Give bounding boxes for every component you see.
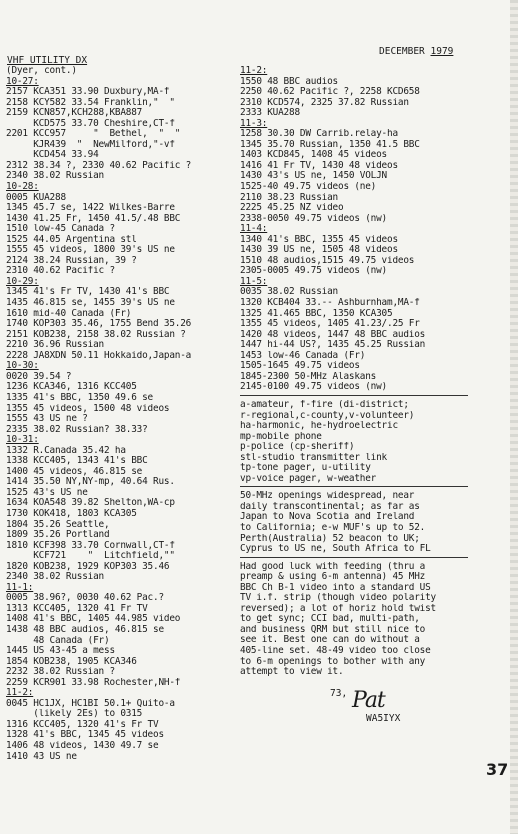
log-line: 0045 HC1JX, HC1BI 50.1+ Quito-a <box>6 698 175 709</box>
log-line: to California; e-w MUF's up to 52. <box>240 522 426 533</box>
divider-rule <box>240 557 468 558</box>
log-entries-right <box>240 66 516 393</box>
log-line: Perth(Australia) 52 beacon to UK; <box>240 533 420 544</box>
log-line: Japan to Nova Scotia and Ireland <box>240 512 415 523</box>
date-heading: 11-5: <box>240 276 268 287</box>
log-line: vp-voice pager, w-weather <box>240 473 377 484</box>
log-line: (Dyer, cont.) <box>6 66 77 76</box>
log-line: 1420 48 videos, 1447 48 BBC audios <box>240 329 426 340</box>
date-heading: 10-31: <box>6 435 39 446</box>
date-heading: 11-4: <box>240 224 268 235</box>
log-line: 48 Canada (Fr) <box>6 635 110 646</box>
log-line: 1355 45 videos, 1405 41.23/.25 Fr <box>240 319 420 330</box>
log-line: 2340 38.02 Russian <box>6 572 104 583</box>
log-line: 1403 KCD845, 1408 45 videos <box>240 150 387 161</box>
log-line: KCD575 33.70 Cheshire,CT-f <box>6 118 175 129</box>
log-line: (likely 2Es) to 0315 <box>6 709 143 720</box>
log-line: 2228 JA8XDN 50.11 Hokkaido,Japan-a <box>6 350 192 361</box>
log-line: 2145-0100 49.75 videos (nw) <box>240 382 387 393</box>
log-line: 1416 41 Fr TV, 1430 48 videos <box>240 160 398 171</box>
log-line: 1345 41's Fr TV, 1430 41's BBC <box>6 287 170 298</box>
log-line: 1550 48 BBC audios <box>240 76 338 87</box>
log-line: 1820 KOB238, 1929 KOP303 35.46 <box>6 561 170 572</box>
log-column-left <box>6 66 230 762</box>
log-line: 1740 KOP303 35.46, 1755 Bend 35.26 <box>6 319 192 330</box>
abbreviation-legend <box>240 400 516 484</box>
date-year: 1979 <box>430 46 454 57</box>
log-column-right <box>240 66 516 678</box>
log-line: 0005 KUA288 <box>6 192 66 203</box>
log-line: 1435 46.815 se, 1455 39's US ne <box>6 298 175 309</box>
log-line: 1313 KCC405, 1320 41 Fr TV <box>6 603 148 614</box>
log-line: 2310 40.62 Pacific ? <box>6 266 115 277</box>
log-line: 2232 38.02 Russian ? <box>6 667 115 678</box>
log-line: 1610 mid-40 Canada (Fr) <box>6 308 132 319</box>
log-line: 2210 36.96 Russian <box>6 340 104 351</box>
log-line: 1445 US 43-45 a mess <box>6 646 115 657</box>
log-line: 1810 KCF398 33.70 Cornwall,CT-f <box>6 540 175 551</box>
log-line: 1525 43's US ne <box>6 487 88 498</box>
log-line: p-police (cp-sheriff) <box>240 442 355 453</box>
log-line: 2259 KCR901 33.98 Rochester,NH-f <box>6 677 181 688</box>
log-line: 1854 KOB238, 1905 KCA346 <box>6 656 137 667</box>
log-line: 2225 45.25 NZ video <box>240 203 344 214</box>
date-heading: 11-2: <box>240 66 268 76</box>
callsign: WA5IYX <box>366 713 401 724</box>
log-line: 1340 41's BBC, 1355 45 videos <box>240 234 398 245</box>
log-line: 1809 35.26 Portland <box>6 530 110 541</box>
log-line: 1804 35.26 Seattle, <box>6 519 110 530</box>
log-line: 2310 KCD574, 2325 37.82 Russian <box>240 97 409 108</box>
divider-rule <box>240 486 468 487</box>
date-heading: 10-27: <box>6 76 39 87</box>
page-date <box>379 46 453 57</box>
log-line: 2338-0050 49.75 videos (nw) <box>240 213 387 224</box>
log-line: BBC Ch B-1 video into a standard US <box>240 582 431 593</box>
log-line: 1325 41.465 BBC, 1350 KCA305 <box>240 308 393 319</box>
log-line: 1335 41's BBC, 1350 49.6 se <box>6 392 153 403</box>
log-line: daily transcontinental; as far as <box>240 501 420 512</box>
log-line: 0020 39.54 ? <box>6 371 72 382</box>
log-line: 1430 41.25 Fr, 1450 41.5/.48 BBC <box>6 213 181 224</box>
log-line: 1410 43 US ne <box>6 751 77 762</box>
date-month: DECEMBER <box>379 46 425 57</box>
date-heading: 11-2: <box>6 688 34 699</box>
log-line: 1453 low-46 Canada (Fr) <box>240 350 366 361</box>
log-line: 1555 45 videos, 1800 39's US ne <box>6 245 175 256</box>
note-openings <box>240 491 516 554</box>
log-line: 1447 hi-44 US?, 1435 45.25 Russian <box>240 340 426 351</box>
log-line: 1634 KOA548 39.82 Shelton,WA-cp <box>6 498 175 509</box>
log-line: to get sync; CCI bad, multi-path, <box>240 614 420 625</box>
page-title: VHF UTILITY DX <box>7 55 88 66</box>
log-line: 1406 48 videos, 1430 49.7 se <box>6 741 159 751</box>
log-line: reversed); a lot of horiz hold twist <box>240 603 436 614</box>
log-line: 2312 38.34 ?, 2330 40.62 Pacific ? <box>6 160 192 171</box>
log-line: 2110 38.23 Russian <box>240 192 338 203</box>
log-line: 1525 44.05 Argentina stl <box>6 234 137 245</box>
log-line: 1408 41's BBC, 1405 44.985 video <box>6 614 181 625</box>
log-line: 2335 38.02 Russian? 38.33? <box>6 424 148 435</box>
log-line: 1345 35.70 Russian, 1350 41.5 BBC <box>240 139 420 150</box>
date-heading: 11-3: <box>240 118 268 129</box>
log-line: to 6-m openings to bother with any <box>240 656 426 667</box>
log-line: ha-harmonic, he-hydroelectric <box>240 421 398 432</box>
log-line: tp-tone pager, u-utility <box>240 463 371 474</box>
log-line: 1320 KCB404 33.-- Ashburnham,MA-f <box>240 298 420 309</box>
log-line: 2340 38.02 Russian <box>6 171 104 182</box>
log-line: 2151 KOB238, 2158 38.02 Russian ? <box>6 329 186 340</box>
note-feeding <box>240 562 516 678</box>
log-line: Cyprus to US ne, South Africa to FL <box>240 544 431 555</box>
log-line: 1338 KCC405, 1343 41's BBC <box>6 456 148 467</box>
log-line: 1332 R.Canada 35.42 ha <box>6 445 126 456</box>
log-line: 2124 38.24 Russian, 39 ? <box>6 255 137 266</box>
scan-edge <box>510 0 518 834</box>
log-line: 1345 45.7 se, 1422 Wilkes-Barre <box>6 203 175 214</box>
log-line: 2159 KCN857,KCH288,KBA887 <box>6 108 143 119</box>
log-line: 2157 KCA351 33.90 Duxbury,MA-f <box>6 87 170 98</box>
log-line: 1414 35.50 NY,NY-mp, 40.64 Rus. <box>6 477 175 488</box>
log-line: 1328 41's BBC, 1345 45 videos <box>6 730 164 741</box>
log-line: mp-mobile phone <box>240 431 322 442</box>
log-line: 1400 45 videos, 46.815 se <box>6 466 143 477</box>
log-line: 2250 40.62 Pacific ?, 2258 KCD658 <box>240 87 420 98</box>
log-line: 2333 KUA288 <box>240 108 300 119</box>
date-heading: 10-28: <box>6 182 39 193</box>
log-line: 1845-2300 50-MHz Alaskans <box>240 371 377 382</box>
log-line: 2158 KCY582 33.54 Franklin," " <box>6 97 175 108</box>
log-line: 1430 39 US ne, 1505 48 videos <box>240 245 398 256</box>
page-number: 37 <box>486 760 509 779</box>
log-line: 405-line set. 48-49 video too close <box>240 645 431 656</box>
log-line: 1525-40 49.75 videos (ne) <box>240 182 377 193</box>
closing-text: 73, <box>330 688 348 699</box>
date-heading: 10-30: <box>6 361 39 372</box>
log-line: 0035 38.02 Russian <box>240 287 338 298</box>
log-line: 1258 30.30 DW Carrib.relay-ha <box>240 129 398 140</box>
log-line: and business QRM but still nice to <box>240 624 426 635</box>
log-line: 1510 48 audios,1515 49.75 videos <box>240 255 415 266</box>
date-heading: 11-1: <box>6 582 34 593</box>
log-line: 1510 low-45 Canada ? <box>6 224 115 235</box>
log-line: attempt to view it. <box>240 667 344 678</box>
log-line: TV i.f. strip (though video polarity <box>240 593 436 604</box>
log-line: 50-MHz openings widespread, near <box>240 491 415 502</box>
log-line: 2305-0005 49.75 videos (nw) <box>240 266 387 277</box>
log-line: 1316 KCC405, 1320 41's Fr TV <box>6 719 159 730</box>
log-line: Had good luck with feeding (thru a <box>240 561 426 572</box>
log-line: 1438 48 BBC audios, 46.815 se <box>6 624 164 635</box>
log-line: 1555 43 US ne ? <box>6 414 88 425</box>
log-line: 2201 KCC957 " Bethel, " " <box>6 129 181 140</box>
signature: Pat <box>352 688 385 713</box>
log-line: see it. Best one can do without a <box>240 635 420 646</box>
log-line: 1355 45 videos, 1500 48 videos <box>6 403 170 414</box>
log-line: preamp & using 6-m antenna) 45 MHz <box>240 572 426 583</box>
log-line: KCD454 33.94 <box>6 150 99 161</box>
log-line: KJR439 " NewMilford,"-vf <box>6 139 175 150</box>
divider-rule <box>240 395 468 396</box>
log-line: 1430 43's US ne, 1450 VOLJN <box>240 171 387 182</box>
log-line: 1236 KCA346, 1316 KCC405 <box>6 382 137 393</box>
log-line: r-regional,c-county,v-volunteer) <box>240 410 415 421</box>
log-line: 0005 38.96?, 0030 40.62 Pac.? <box>6 593 164 604</box>
date-heading: 10-29: <box>6 276 39 287</box>
log-line: 1505-1645 49.75 videos <box>240 361 360 372</box>
log-line: 1730 KOK418, 1803 KCA305 <box>6 508 137 519</box>
log-line: a-amateur, f-fire (di-district; <box>240 399 409 410</box>
log-line: stl-studio transmitter link <box>240 452 387 463</box>
log-line: KCF721 " Litchfield,"" <box>6 551 175 562</box>
